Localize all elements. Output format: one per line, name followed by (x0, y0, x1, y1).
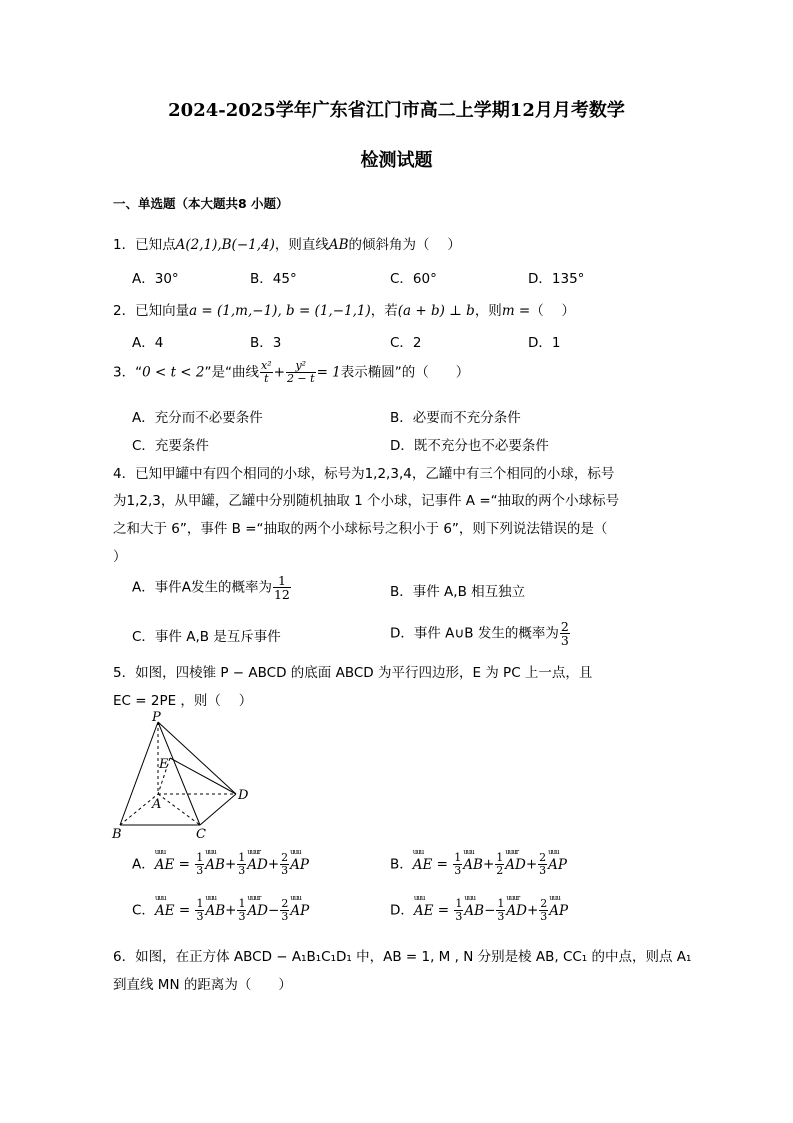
q3-text-pre: 3．“ (113, 364, 143, 381)
question-6-line-2: 到直线 MN 的距离为（ ） (113, 977, 292, 993)
q1-option-b: B．45° (250, 271, 297, 287)
label-E: E (159, 757, 169, 772)
label-C: C (196, 827, 206, 842)
q3-option-b: B．必要而不充分条件 (390, 410, 521, 426)
q2-math-vectors: a = (1,m,−1), b = (1,−1,1) (189, 303, 371, 319)
q3-fraction-2: $\frac{\text{y²}}{2 - t}$ (286, 359, 315, 385)
question-4-line-2: 为1,2,3，从甲罐，乙罐中分别随机抽取 1 个小球，记事件 A =“抽取的两个小球标号 (113, 493, 620, 509)
q4-option-d-fraction: $\frac{2}{3}$ (560, 619, 569, 648)
q3-equals: = 1 (316, 364, 341, 381)
q2-text-post: ，则 (474, 303, 502, 319)
question-5-line-2: EC = 2PE ，则（ ） (113, 693, 253, 709)
q4-option-a: A．事件A发生的概率为 $\frac{1}{12}$ (132, 573, 290, 602)
section-heading: 一、单选题（本大题共8 小题） (113, 196, 289, 211)
page-subtitle: 检测试题 (360, 150, 433, 171)
question-1 (113, 233, 461, 253)
q2-math-m: m = (501, 303, 531, 319)
q2-text-mid: ，若 (370, 303, 398, 319)
label-A: A (152, 797, 162, 812)
q5-option-b: B．uuu AE = $\frac{1}{3}$ uuu AB+ $\frac{1}{2}$ uuur AD+ $\frac{2}{3}$ uuu AP (390, 852, 567, 877)
q2-math-condition: (a + b) ⊥ b (397, 303, 475, 319)
q1-math-points: A(2,1),B(−1,4) (175, 237, 275, 253)
q3-math-range: 0 < t < 2 (142, 364, 205, 381)
q1-option-d: D．135° (528, 271, 585, 287)
q3-plus: + (273, 364, 285, 381)
q2-text-pre: 2．已知向量 (113, 303, 190, 319)
q5-option-a: A．uuu AE = $\frac{1}{3}$ uuu AB+ $\frac{1}{3}$ uuur AD+ $\frac{2}{3}$ uuu AP (132, 852, 309, 877)
q4-option-a-fraction: $\frac{1}{12}$ (273, 573, 290, 602)
question-6-line-1: 6．如图，在正方体 ABCD − A₁B₁C₁D₁ 中，AB = 1, M , N 分别是棱 AB, CC₁ 的中点，则点 A₁ (113, 949, 692, 965)
q4-option-c: C．事件 A,B 是互斥事件 (132, 629, 281, 645)
label-P: P (152, 710, 161, 725)
question-3 (113, 360, 469, 385)
q3-text-mid: ”是“曲线 (204, 364, 259, 381)
q2-option-b: B．3 (250, 335, 282, 351)
q1-option-c: C．60° (390, 271, 437, 287)
question-5-line-1: 5．如图，四棱锥 P − ABCD 的底面 ABCD 为平行四边形，E 为 PC 上一点，且 (113, 665, 593, 681)
label-D: D (238, 788, 249, 803)
q3-option-c: C．充要条件 (132, 438, 209, 454)
q1-math-line: AB (328, 237, 349, 253)
q3-option-d: D．既不充分也不必要条件 (390, 438, 549, 454)
label-B: B (112, 827, 122, 842)
q5-option-d: D．uuu AE = $\frac{1}{3}$ uuu AB− $\frac{1}{3}$ uuur AD+ $\frac{2}{3}$ uuu AP (390, 898, 568, 923)
question-4-line-3: 之和大于 6”，事件 B =“抽取的两个小球标号之积小于 6”，则下列说法错误的是（ (113, 521, 608, 537)
q3-option-a: A．充分而不必要条件 (132, 410, 263, 426)
edge-CD (200, 794, 236, 825)
q1-text-post: ，则直线 (274, 237, 329, 253)
q4-option-b: B．事件 A,B 相互独立 (390, 584, 526, 600)
q2-text-end: （ ） (530, 303, 576, 319)
q4-option-d: D．事件 A∪B 发生的概率为 $\frac{2}{3}$ (390, 619, 569, 648)
q1-text-end: 的倾斜角为（ ） (348, 237, 461, 253)
q3-text-post: 表示椭圆”的（ ） (340, 364, 470, 381)
pyramid-figure (108, 710, 258, 845)
q5-option-c: C．uuu AE = $\frac{1}{3}$ uuu AB+ $\frac{1}{3}$ uuur AD− $\frac{2}{3}$ uuu AP (132, 898, 309, 923)
page-title: 2024-2025学年广东省江门市高二上学期12月月考数学 (168, 100, 625, 121)
q2-option-a: A．4 (132, 335, 164, 351)
question-4-line-1: 4．已知甲罐中有四个相同的小球，标号为1,2,3,4，乙罐中有三个相同的小球，标号 (113, 466, 615, 482)
question-2 (113, 299, 575, 319)
q3-fraction-1: $\frac{\text{x²}}{t}$ (261, 359, 272, 385)
question-4-line-4: ） (113, 549, 127, 565)
q1-option-a: A．30° (132, 271, 179, 287)
q1-text-pre: 1．已知点 (113, 237, 176, 253)
q2-option-d: D．1 (528, 335, 561, 351)
q2-option-c: C．2 (390, 335, 422, 351)
